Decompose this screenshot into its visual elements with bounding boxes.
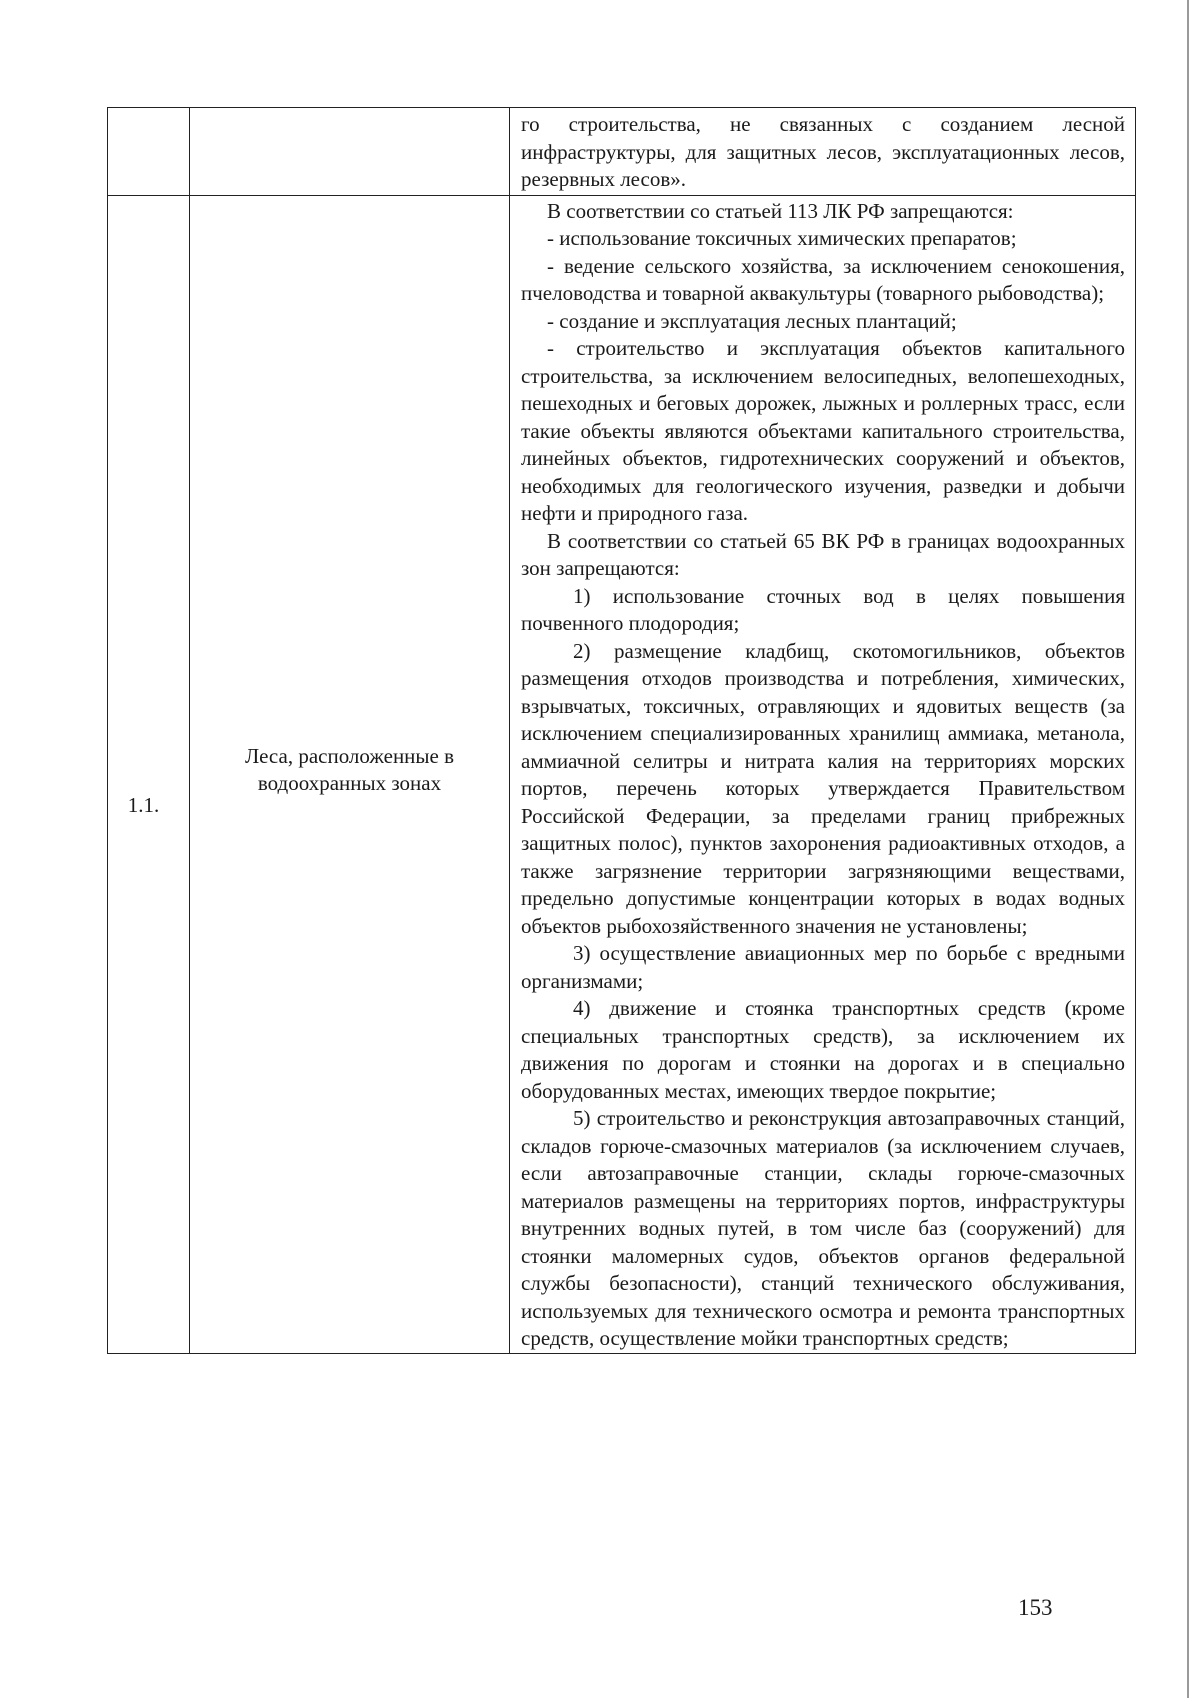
paragraph-lk-item: - создание и эксплуатация лесных плантаций; — [547, 308, 957, 333]
cell-forest-category — [190, 195, 510, 1353]
cell-text-continuation — [510, 108, 1136, 196]
page-number: 153 — [1018, 1595, 1053, 1620]
paragraph-vk-item: 3) осуществление авиационных мер по борьбе с вредными организмами; — [521, 941, 1125, 993]
paragraph-lk-item: - использование токсичных химических препаратов; — [547, 226, 1017, 250]
scan-edge-line — [1187, 0, 1189, 1698]
paragraph-vk-item: 2) размещение кладбищ, скотомогильников, объектов размещения отходов производства и потребления, химических, взрывчатых, токсичных, отравляющих и ядовитых веществ (за исключением специализированных хранилищ аммиака, метанола, аммиачной селитры и нитрата калия на территориях морских портов, перечень которых утверждается Правительством Российской Федерации, за пределами границ прибрежных защитных полос), пунктов захоронения радиоактивных отходов, а также загрязнение территории загрязняющими веществами, предельно допустимые концентрации которых в водах водных объектов рыбохозяйственного значения не установлены; — [521, 638, 1125, 938]
cell-restrictions-text — [510, 195, 1136, 1353]
table-row-continuation — [108, 108, 1136, 196]
paragraph-vk-intro: В соответствии со статьей 65 ВК РФ в границах водоохранных зон запрещаются: — [521, 528, 1125, 580]
forest-category-name: Леса, расположенные в водоохранных зонах — [244, 743, 455, 795]
regulation-table — [107, 107, 1136, 1354]
paragraph-lk-intro: В соответствии со статьей 113 ЛК РФ запрещаются: — [547, 198, 1014, 223]
paragraph-vk-item: 4) движение и стоянка транспортных средств (кроме специальных транспортных средств), за исключением их движения по дорогам и стоянки на дорогах и в специально оборудованных местах, имеющих твердое покрытие; — [521, 996, 1125, 1103]
cell-name-empty — [190, 108, 510, 196]
continuation-text: го строительства, не связанных с созданием лесной инфраструктуры, для защитных лесов, эксплуатационных лесов, резервных лесов». — [521, 112, 1125, 191]
paragraph-lk-item: - ведение сельского хозяйства, за исключением сенокошения, пчеловодства и товарной аквакультуры (товарного рыбоводства); — [521, 253, 1125, 305]
paragraph-lk-item: - строительство и эксплуатация объектов капитального строительства, за исключением велосипедных, велопешеходных, пешеходных и беговых дорожек, лыжных и роллерных трасс, если такие объекты являются объектами капитального строительства, линейных объектов, гидротехнических сооружений и объектов, необходимых для геологического изучения, разведки и добычи нефти и природного газа. — [521, 336, 1125, 525]
cell-row-number — [108, 195, 190, 1353]
table-row — [108, 195, 1136, 1353]
paragraph-vk-item: 5) строительство и реконструкция автозаправочных станций, складов горюче-смазочных материалов (за исключением случаев, если автозаправочные станции, склады горюче-смазочных материалов размещены на территориях портов, инфраструктуры внутренних водных путей, в том числе баз (сооружений) для стоянки маломерных судов, объектов органов федеральной службы безопасности), станций технического обслуживания, используемых для технического осмотра и ремонта транспортных средств, осуществление мойки транспортных средств; — [521, 1106, 1125, 1350]
row-number: 1.1. — [127, 792, 160, 817]
cell-number-empty — [108, 108, 190, 196]
paragraph-vk-item: 1) использование сточных вод в целях повышения почвенного плодородия; — [521, 583, 1125, 635]
